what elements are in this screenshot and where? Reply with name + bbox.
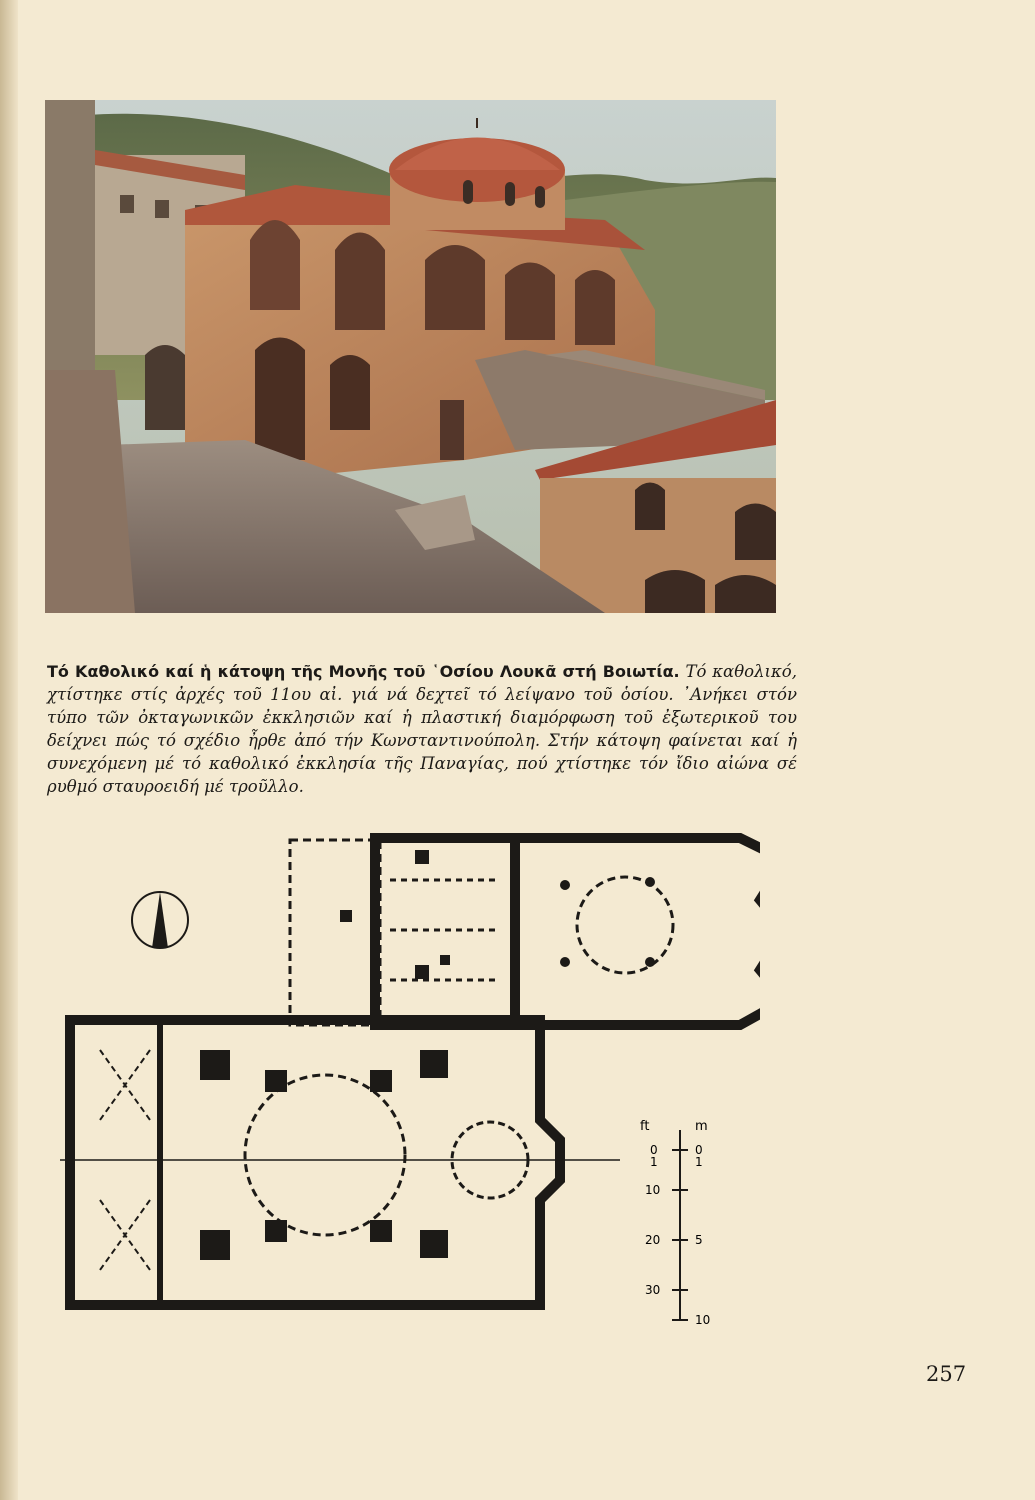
monastery-photo xyxy=(45,100,776,613)
scale-mark-ft-10: 10 xyxy=(645,1183,661,1197)
figure-caption xyxy=(47,660,797,798)
scale-bar xyxy=(640,1119,710,1327)
scale-unit-m: m xyxy=(695,1119,708,1134)
floor-plan xyxy=(40,820,760,1340)
north-arrow-icon xyxy=(132,892,188,948)
katholikon-plan xyxy=(60,1020,620,1305)
caption-lead: Τό Καθολικό καί ἡ κάτοψη τῆς Μονῆς τοῦ ῾Οσίου Λουκᾶ στή Βοιωτία. xyxy=(47,662,680,681)
scale-mark-m-10: 10 xyxy=(695,1313,711,1327)
panagia-church-plan xyxy=(290,838,760,1025)
scale-mark-m-0: 0 xyxy=(695,1143,703,1157)
scale-mark-ft-20: 20 xyxy=(645,1233,661,1247)
caption-body: Τό καθολικό, χτίστηκε στίς ἀρχές τοῦ 11ου αἰ. γιά νά δεχτεῖ τό λείψανο τοῦ ὁσίου. ᾿Ανήκει στόν τύπο τῶν ὀκταγωνικῶν ἐκκλησιῶν καί ἡ πλαστική διαμόρφωση τοῦ ἐξωτερικοῦ του δείχνει πώς τό σχέδιο ἦρθε ἀπό τήν Κωνσταντινούπολη. Στήν κάτοψη φαίνεται καί ἡ συνεχόμενη μέ τό καθολικό ἐκκλησία τῆς Παναγίας, πού χτίστηκε τόν ἴδιο αἰώνα σέ ρυθμό σταυροειδή μέ τροῦλλο. xyxy=(47,662,797,796)
scale-mark-ft-30: 30 xyxy=(645,1283,661,1297)
page-edge xyxy=(0,0,18,1500)
floor-plan-drawing xyxy=(40,820,760,1340)
scale-mark-m-1: 1 xyxy=(695,1155,703,1169)
page-number: 257 xyxy=(926,1362,967,1386)
scale-unit-ft: ft xyxy=(640,1119,650,1134)
scale-mark-ft-0: 0 xyxy=(650,1143,658,1157)
photo-illustration xyxy=(45,100,776,613)
scale-mark-m-5: 5 xyxy=(695,1233,703,1247)
scale-mark-ft-1: 1 xyxy=(650,1155,658,1169)
